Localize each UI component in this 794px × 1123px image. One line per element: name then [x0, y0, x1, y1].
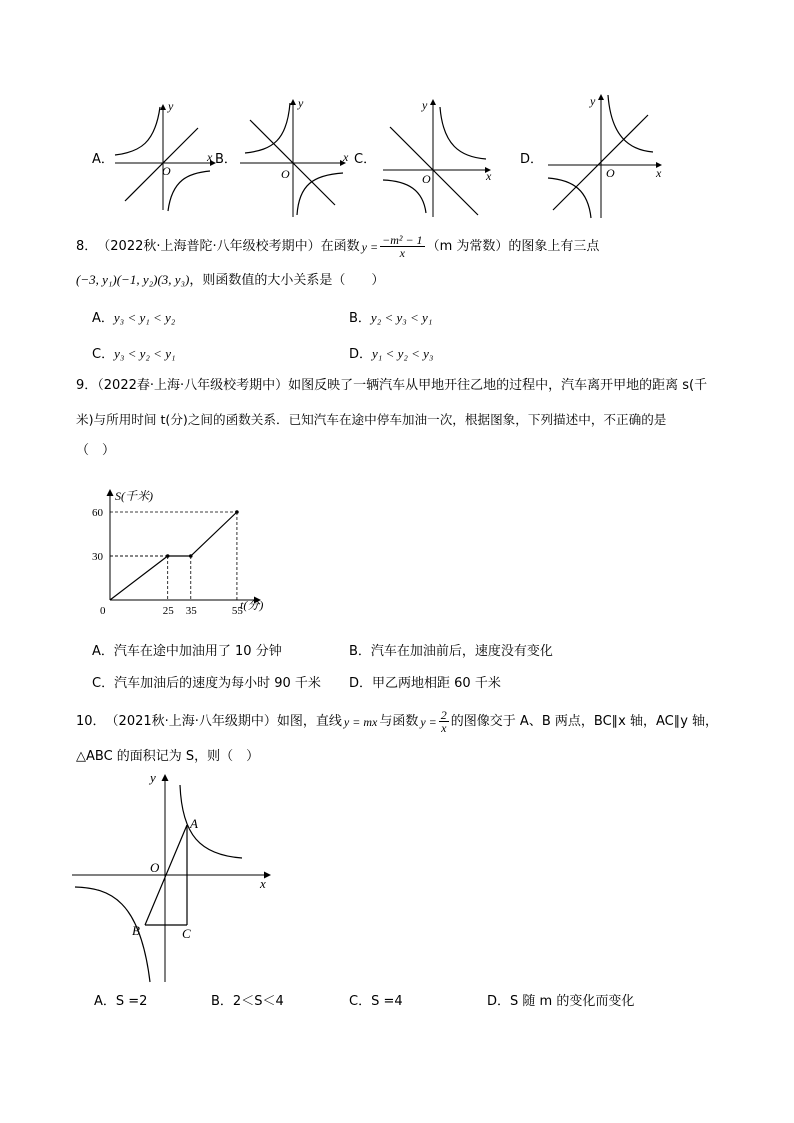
q9-option-a-text: 汽车在途中加油用了 10 分钟 [113, 644, 282, 659]
q7-b-x-label: x [343, 150, 349, 164]
q7-b-y-label: y [298, 96, 304, 110]
q8-option-b-text: y₂ < y₃ < y₁ [370, 310, 433, 325]
q10-text3: 的图像交于 A、B 两点，BC∥x 轴，AC∥y 轴， [450, 713, 719, 729]
q10-text1: 如图，直线 [276, 713, 342, 729]
q8-fraction [380, 234, 424, 259]
q7-option-d-label: D． [520, 152, 544, 167]
q10-stem-line1 [76, 709, 718, 734]
q9-number: 9． [76, 378, 98, 393]
q8-option-a-label: A． [92, 311, 114, 326]
q7-a-y-label: y [168, 99, 174, 113]
q9-y-axis-label: S(千米) [115, 489, 153, 503]
q9-x-tick-label: 0 [100, 605, 106, 617]
q10-func-numerator: 2 [440, 708, 447, 722]
q8-source: （2022秋·上海普陀·八年级校考期中） [97, 238, 321, 254]
q10-option-a-text: S =2 [115, 994, 148, 1009]
q9-chart [92, 485, 275, 617]
q7-option-b-label: B． [215, 152, 237, 167]
q7-c-y-label: y [422, 98, 428, 112]
q7-graph-c [378, 95, 498, 220]
q10-option-c-label: C． [349, 994, 372, 1009]
q10-y-label: y [150, 770, 156, 785]
q10-func-denominator: x [441, 721, 447, 735]
q8-func-denominator: x [399, 246, 405, 260]
q8-text-end: ，则函数值的大小关系是（ ） [189, 273, 385, 288]
q10-option-d[interactable] [487, 993, 634, 1011]
q9-stem-line3: （ ） [76, 443, 116, 458]
q8-text-after: （m 为常数）的图象上有三点 [426, 238, 600, 254]
q10-point-b: B [132, 923, 140, 938]
q9-x-axis-label: t(分) [240, 598, 264, 612]
q8-func-numerator: −m² − 1 [382, 233, 423, 247]
q9-x-tick-label: 25 [162, 605, 174, 617]
q9-series-line [110, 512, 237, 600]
q8-option-a[interactable] [92, 309, 175, 328]
q8-points: (−3, y₁)(−1, y₂)(3, y₃) [76, 272, 190, 287]
q7-option-c-label: C． [354, 152, 377, 167]
q7-d-x-label: x [656, 166, 662, 180]
q10-fraction [439, 709, 449, 734]
q10-figure [70, 770, 280, 985]
q8-number: 8． [76, 238, 98, 254]
q9-stem-line2: 米)与所用时间 t(分)之间的函数关系．已知汽车在途中停车加油一次，根据图象，下列描述中，不正确的是 [76, 412, 667, 427]
q8-option-b[interactable] [349, 309, 432, 328]
q7-graph-a [110, 95, 220, 215]
q9-option-a[interactable] [92, 643, 282, 661]
q8-option-c-label: C． [92, 347, 115, 362]
q9-option-d[interactable] [349, 675, 501, 693]
q10-text2: 与函数 [379, 713, 419, 729]
q10-option-d-text: S 随 m 的变化而变化 [510, 994, 635, 1009]
q9-y-tick-label: 30 [92, 551, 103, 563]
q9-option-b[interactable] [349, 643, 553, 661]
q7-c-x-label: x [486, 169, 492, 183]
q9-option-c[interactable] [92, 675, 321, 693]
q8-option-c[interactable] [92, 345, 176, 364]
q8-option-d-text: y₁ < y₂ < y₃ [372, 346, 434, 361]
q10-option-d-label: D． [487, 994, 511, 1009]
q8-option-a-text: y₃ < y₁ < y₂ [113, 310, 176, 325]
q7-option-a-label: A． [92, 152, 114, 167]
q9-y-tick-label: 60 [92, 507, 103, 519]
q9-option-a-label: A． [92, 644, 114, 659]
q7-graph-b [235, 95, 355, 220]
q10-x-label: x [260, 876, 266, 891]
q8-option-c-text: y₃ < y₂ < y₁ [114, 346, 176, 361]
q8-option-d[interactable] [349, 345, 433, 364]
q10-line-eq: y = mx [343, 714, 378, 729]
q9-line1: 如图反映了一辆汽车从甲地开往乙地的过程中，汽车离开甲地的距离 s(千 [288, 378, 708, 393]
q7-b-origin: O [281, 167, 290, 181]
q7-a-origin: O [162, 164, 171, 178]
q8-option-d-label: D． [349, 347, 373, 362]
q10-option-c-text: S =4 [371, 994, 403, 1009]
q8-option-b-label: B． [349, 311, 371, 326]
q9-option-b-text: 汽车在加油前后，速度没有变化 [370, 644, 553, 659]
q10-option-b-text: 2＜S＜4 [232, 994, 284, 1009]
q8-func-lhs: y = [361, 239, 379, 254]
q8-stem-line2 [76, 271, 384, 290]
q10-func-lhs: y = [420, 714, 437, 729]
q10-source: （2021秋·上海·八年级期中） [105, 713, 277, 729]
q9-option-c-text: 汽车加油后的速度为每小时 90 千米 [114, 676, 321, 691]
q9-stem-line1 [76, 377, 707, 395]
q9-option-d-text: 甲乙两地相距 60 千米 [372, 676, 501, 691]
q10-option-b[interactable] [211, 993, 284, 1011]
q7-d-origin: O [606, 166, 615, 180]
q10-origin-label: O [150, 860, 160, 875]
q7-d-y-label: y [590, 94, 596, 108]
q10-point-a: A [190, 816, 198, 831]
q10-point-c: C [182, 926, 191, 941]
q9-data-point [189, 554, 193, 558]
q9-option-c-label: C． [92, 676, 115, 691]
q7-c-origin: O [422, 172, 431, 186]
q9-x-tick-label: 55 [231, 605, 243, 617]
q7-a-x-label: x [207, 150, 213, 164]
q9-data-point [235, 510, 239, 514]
q10-option-b-label: B． [211, 994, 233, 1009]
q10-option-a[interactable] [94, 993, 147, 1011]
q9-x-tick-label: 35 [185, 605, 197, 617]
q9-option-b-label: B． [349, 644, 371, 659]
q9-source: （2022春·上海·八年级校考期中） [97, 378, 289, 393]
q9-option-d-label: D． [349, 676, 373, 691]
q7-graph-d [543, 90, 668, 220]
q10-number: 10． [76, 713, 106, 729]
q10-option-a-label: A． [94, 994, 116, 1009]
q8-text-before: 在函数 [320, 238, 360, 254]
q10-option-c[interactable] [349, 993, 403, 1011]
q10-stem-line2: △ABC 的面积记为 S，则（ ） [76, 749, 260, 764]
q9-data-point [166, 554, 170, 558]
q8-stem-line1 [76, 234, 599, 259]
